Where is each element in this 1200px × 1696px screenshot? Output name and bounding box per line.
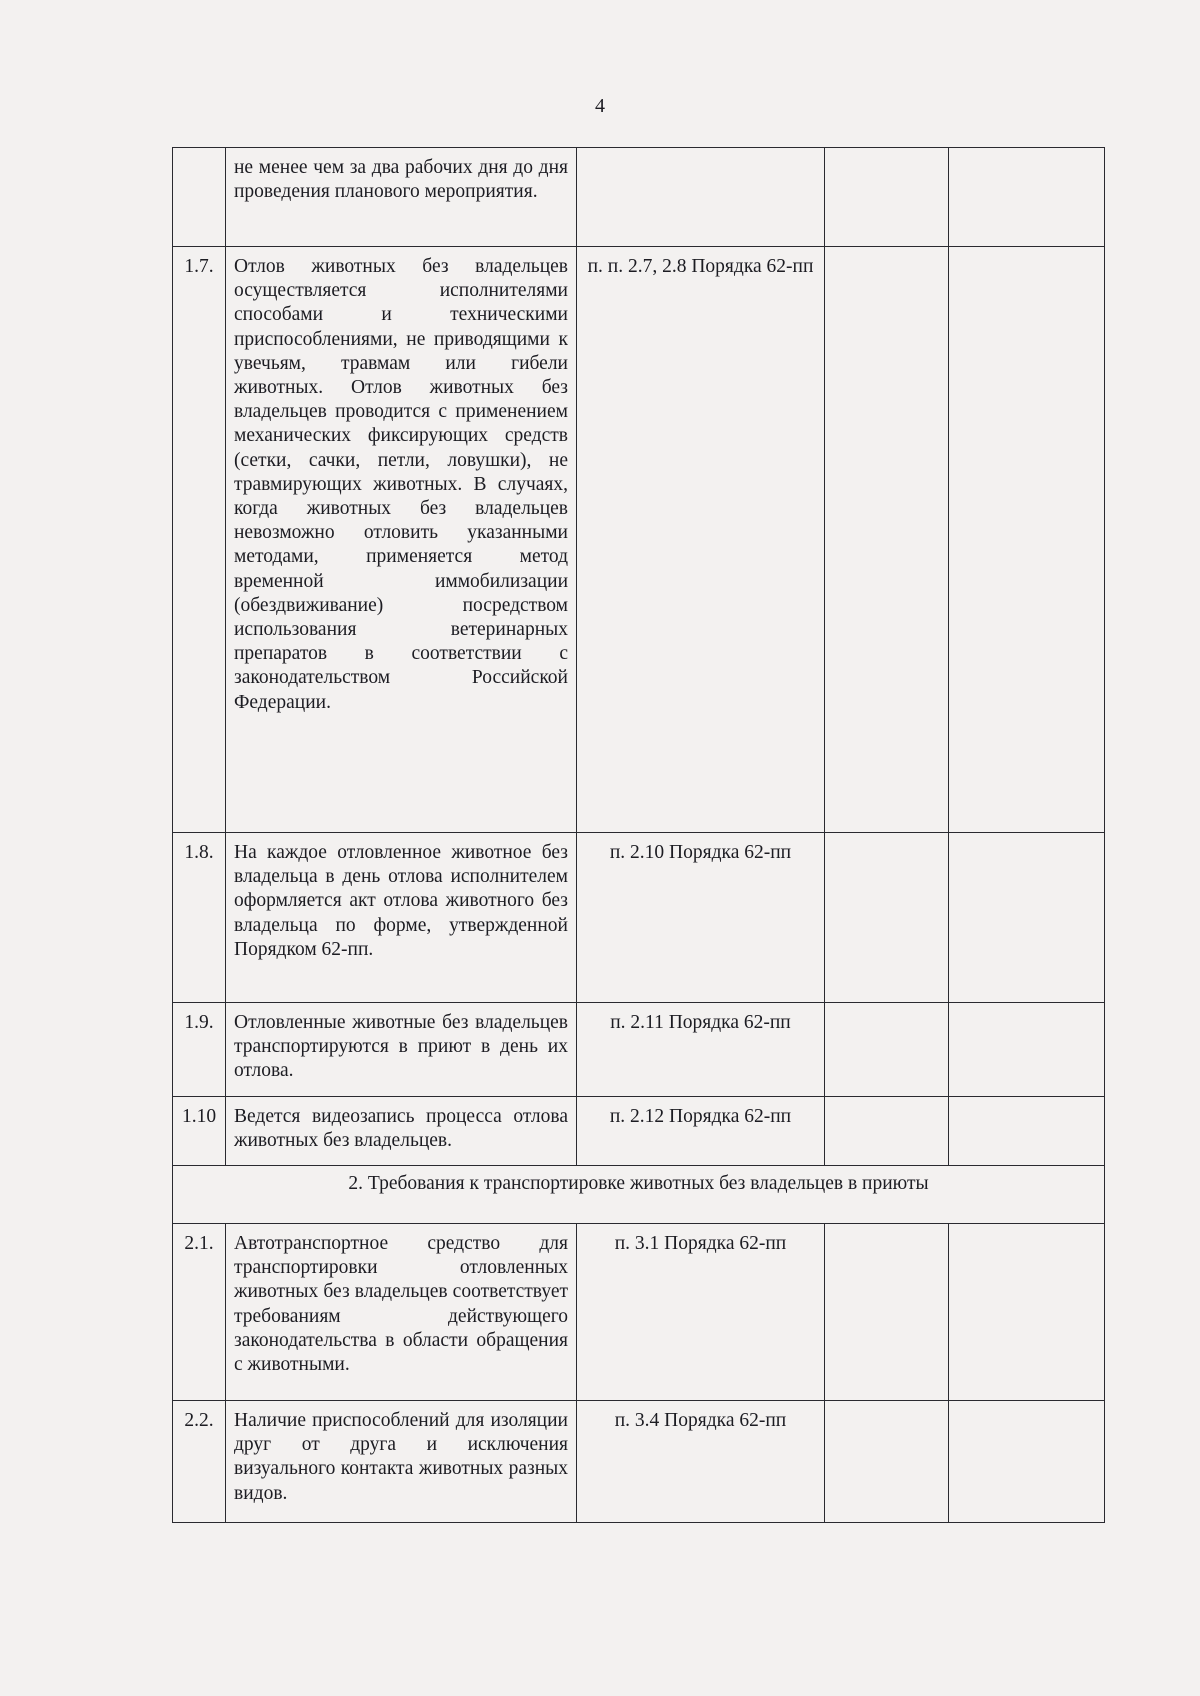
note-cell (949, 1097, 1105, 1166)
note-cell (949, 148, 1105, 247)
check-cell (825, 833, 949, 1003)
check-cell (825, 148, 949, 247)
table-row (173, 1401, 1105, 1523)
reference-cell: п. 2.11 Порядка 62-пп (577, 1003, 825, 1097)
requirement-cell: Ведется видеозапись процесса отлова животных без владельцев. (226, 1097, 577, 1166)
row-number-cell (173, 148, 226, 247)
requirement-cell: На каждое отловленное животное без владельца в день отлова исполнителем оформляется акт отлова животного без владельца по форме, утвержденной Порядком 62-пп. (226, 833, 577, 1003)
reference-cell: п. п. 2.7, 2.8 Порядка 62-пп (577, 247, 825, 833)
note-cell (949, 833, 1105, 1003)
section-title: 2. Требования к транспортировке животных без владельцев в приюты (173, 1166, 1105, 1224)
requirement-cell: Автотранспортное средство для транспортировки отловленных животных без владельцев соответствует требованиям действующего законодательства в области обращения с животными. (226, 1224, 577, 1401)
checklist-table (172, 147, 1105, 1523)
note-cell (949, 247, 1105, 833)
table-row (173, 1097, 1105, 1166)
table-row-continuation (173, 148, 1105, 247)
row-number-cell: 1.8. (173, 833, 226, 1003)
row-number-cell: 1.10 (173, 1097, 226, 1166)
note-cell (949, 1401, 1105, 1523)
row-number-cell: 1.7. (173, 247, 226, 833)
row-number-cell: 1.9. (173, 1003, 226, 1097)
table-row (173, 247, 1105, 833)
row-number-cell: 2.2. (173, 1401, 226, 1523)
reference-cell: п. 2.12 Порядка 62-пп (577, 1097, 825, 1166)
row-number-cell: 2.1. (173, 1224, 226, 1401)
check-cell (825, 247, 949, 833)
note-cell (949, 1224, 1105, 1401)
check-cell (825, 1224, 949, 1401)
reference-cell: п. 2.10 Порядка 62-пп (577, 833, 825, 1003)
note-cell (949, 1003, 1105, 1097)
table-row (173, 1224, 1105, 1401)
section-header-row (173, 1166, 1105, 1224)
requirement-cell: Отлов животных без владельцев осуществляется исполнителями способами и техническими приспособлениями, не приводящими к увечьям, травмам или гибели животных. Отлов животных без владельцев проводится с применением механических фиксирующих средств (сетки, сачки, петли, ловушки), не травмирующих животных. В случаях, когда животных без владельцев невозможно отловить указанными методами, применяется метод временной иммобилизации (обездвиживание) посредством использования ветеринарных препаратов в соответствии с законодательством Российской Федерации. (226, 247, 577, 833)
requirement-cell: Наличие приспособлений для изоляции друг от друга и исключения визуального контакта животных разных видов. (226, 1401, 577, 1523)
table-row (173, 833, 1105, 1003)
check-cell (825, 1401, 949, 1523)
reference-cell: п. 3.4 Порядка 62-пп (577, 1401, 825, 1523)
reference-cell: п. 3.1 Порядка 62-пп (577, 1224, 825, 1401)
check-cell (825, 1003, 949, 1097)
reference-cell (577, 148, 825, 247)
requirement-cell: Отловленные животные без владельцев транспортируются в приют в день их отлова. (226, 1003, 577, 1097)
page-number: 4 (595, 95, 605, 117)
table-row (173, 1003, 1105, 1097)
requirement-cell: не менее чем за два рабочих дня до дня проведения планового мероприятия. (226, 148, 577, 247)
check-cell (825, 1097, 949, 1166)
